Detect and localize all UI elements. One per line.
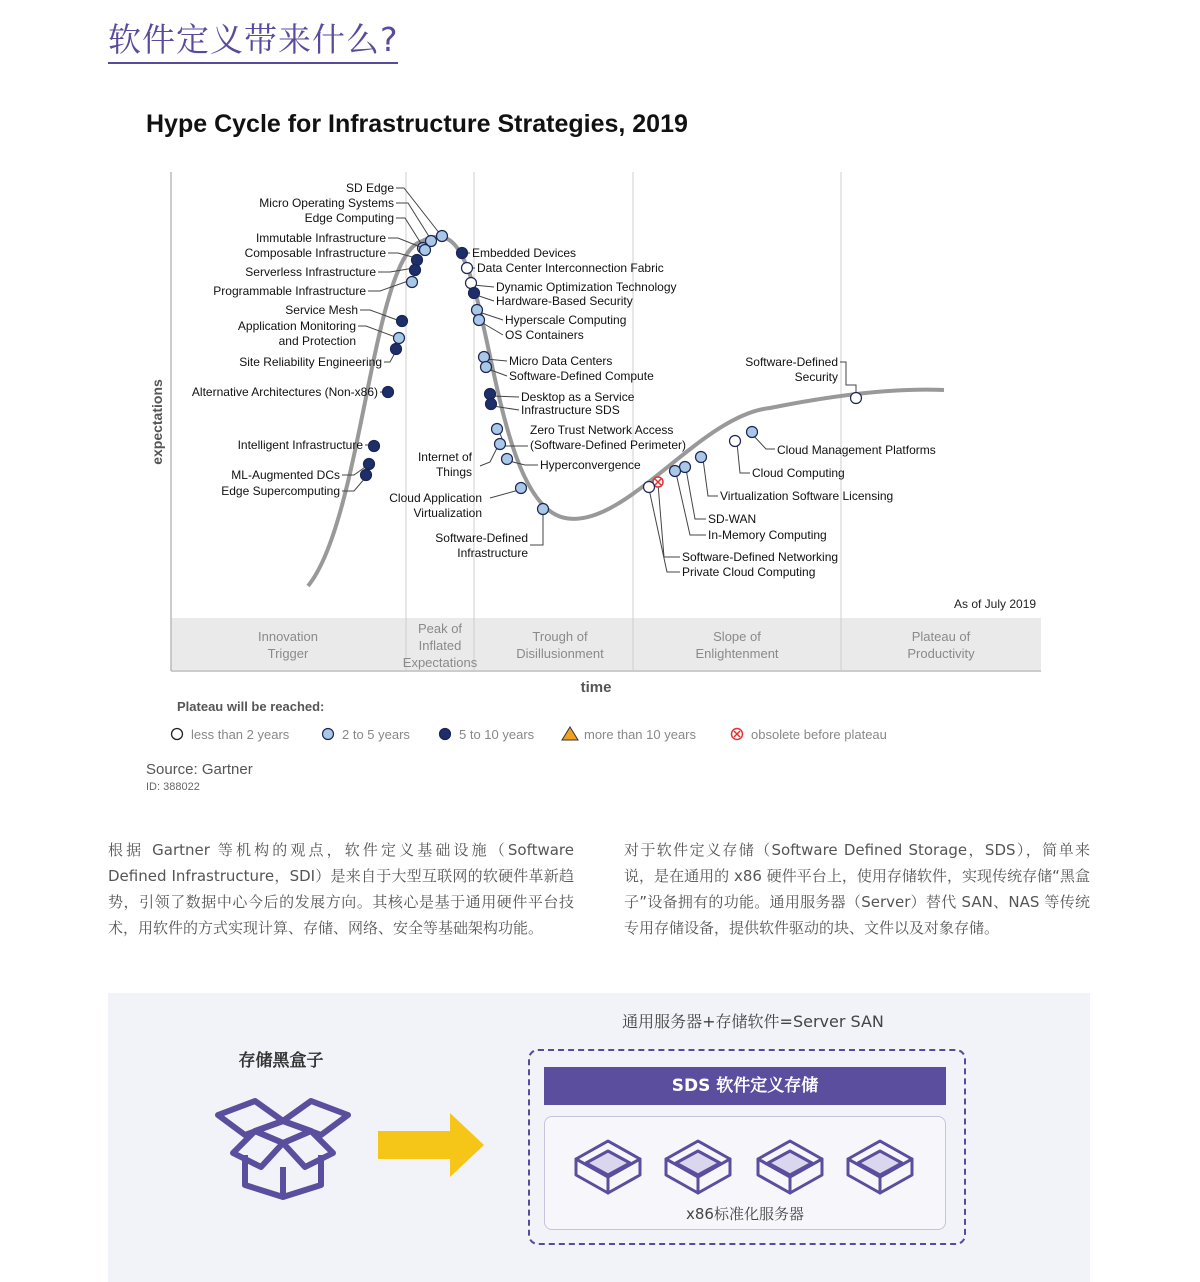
tech-alternative-architectures-non-x86 <box>192 385 394 399</box>
tech-label: Micro Operating Systems <box>259 196 394 210</box>
tech-micro-data-centers <box>479 352 613 369</box>
source-label: Source: Gartner <box>146 761 253 778</box>
tech-marker <box>397 316 408 327</box>
tech-desktop-as-a-service <box>485 389 635 405</box>
tech-label: Edge Computing <box>304 211 394 225</box>
tech-marker <box>412 255 423 266</box>
tech-leader-line <box>676 473 706 535</box>
paragraph-sds: 对于软件定义存储（Software Defined Storage，SDS），简单来说，是在通用的 x86 硬件平台上，使用存储软件，实现传统存储“黑盒子”设备拥有的功能。通用服务器（Server）替代 SAN、NAS 等传统专用存储设备，提供软件驱动的块、文件以及对象存储。 <box>624 841 1090 937</box>
tech-label: Security <box>794 370 838 384</box>
as-of-label: As of July 2019 <box>954 597 1037 611</box>
tech-label: ML-Augmented DCs <box>231 468 340 482</box>
hype-cycle-chart <box>0 90 1200 810</box>
tech-embedded-devices <box>457 246 577 260</box>
tech-leader-line <box>480 446 498 466</box>
open-circle-icon <box>172 729 183 740</box>
tech-label: Cloud Management Platforms <box>777 443 936 457</box>
legend-label: obsolete before plateau <box>751 727 887 742</box>
tech-label: Zero Trust Network Access <box>530 423 674 437</box>
tech-marker <box>457 248 468 259</box>
legend-item-less-than-2-years <box>172 727 290 742</box>
sds-diagram <box>108 993 1090 1282</box>
tech-composable-infrastructure <box>245 246 423 266</box>
tech-label: Programmable Infrastructure <box>213 284 366 298</box>
tech-label: Application Monitoring <box>237 319 356 333</box>
tech-marker <box>481 362 492 373</box>
tech-leader-line <box>530 511 543 545</box>
phase-label: Peak of <box>417 621 463 636</box>
tech-leader-line <box>360 310 400 321</box>
legend-item-more-than-10-years <box>562 727 697 742</box>
tech-marker <box>462 263 473 274</box>
tech-label: Dynamic Optimization Technology <box>496 280 677 294</box>
source-id: ID: 388022 <box>146 781 200 793</box>
tech-leader-line <box>490 490 519 498</box>
phase-label: Plateau of <box>911 629 971 644</box>
legend-label: less than 2 years <box>191 727 290 742</box>
tech-marker <box>486 399 497 410</box>
tech-label: Infrastructure SDS <box>521 403 620 417</box>
tech-marker <box>369 441 380 452</box>
tech-label: Service Mesh <box>285 303 358 317</box>
tech-marker <box>851 393 862 404</box>
legend-label: 2 to 5 years <box>342 727 410 742</box>
tech-marker <box>466 278 477 289</box>
tech-zero-trust-network-access-software-defined-perimeter <box>492 423 687 452</box>
tech-marker <box>472 305 483 316</box>
server-san-formula: 通用服务器+存储软件=Server SAN <box>622 1012 884 1031</box>
legend-label: more than 10 years <box>584 727 697 742</box>
tech-marker <box>696 452 707 463</box>
tech-marker <box>410 265 421 276</box>
tech-marker <box>485 389 496 400</box>
tech-leader-line <box>493 406 519 410</box>
page-title: 软件定义带来什么? <box>108 20 399 59</box>
tech-label: Site Reliability Engineering <box>239 355 382 369</box>
server-icon <box>844 1135 916 1197</box>
tech-label: Cloud Computing <box>752 466 845 480</box>
tech-marker <box>502 454 513 465</box>
tech-label: Things <box>435 465 472 479</box>
server-icon <box>572 1135 644 1197</box>
tech-label: Hyperconvergence <box>540 458 641 472</box>
tech-label: Micro Data Centers <box>509 354 613 368</box>
tech-marker <box>383 387 394 398</box>
tech-leader-line <box>378 268 414 272</box>
phase-label: Trough of <box>532 629 588 644</box>
tech-marker <box>394 333 405 344</box>
tech-marker <box>479 352 490 363</box>
tech-leader-line <box>396 188 440 234</box>
legend-title: Plateau will be reached: <box>177 699 325 714</box>
tech-cloud-application-virtualization <box>389 483 526 521</box>
tech-label: Alternative Architectures (Non-x86) <box>191 385 378 399</box>
tech-dynamic-optimization-technology <box>466 278 677 295</box>
tech-intelligent-infrastructure <box>238 438 380 452</box>
title-underline <box>108 62 398 64</box>
tech-data-center-interconnection-fabric <box>462 261 664 275</box>
tech-label: Hyperscale Computing <box>505 313 627 327</box>
phase-label: Expectations <box>402 655 478 670</box>
phase-label: Productivity <box>907 646 975 661</box>
tech-label: Software-Defined <box>435 531 528 545</box>
phase-label: Trigger <box>267 646 309 661</box>
tech-marker <box>361 470 372 481</box>
tech-label: SD Edge <box>345 181 394 195</box>
tech-marker <box>680 462 691 473</box>
tech-programmable-infrastructure <box>213 277 417 299</box>
light-blue-circle-icon <box>323 729 334 740</box>
tech-marker <box>391 344 402 355</box>
tech-label: Intelligent Infrastructure <box>237 438 363 452</box>
tech-label: Private Cloud Computing <box>682 565 816 579</box>
legend-item-5-to-10-years <box>440 727 535 742</box>
paragraph-sdi: 根据 Gartner 等机构的观点，软件定义基础设施（Software Defined Infrastructure，SDI）是来自于大型互联网的软硬件革新趋势，引领了数据中心今后的发展方向。其核心是基于通用硬件平台技术，用软件的方式实现计算、存储、网络、安全等基础架构功能。 <box>108 841 574 937</box>
tech-label: Hardware-Based Security <box>496 294 633 308</box>
tech-label: Virtualization Software Licensing <box>720 489 894 503</box>
tech-label: Desktop as a Service <box>521 390 635 404</box>
tech-label: In-Memory Computing <box>708 528 827 542</box>
tech-label: (Software-Defined Perimeter) <box>530 438 687 452</box>
tech-label: Infrastructure <box>457 546 528 560</box>
legend-label: 5 to 10 years <box>459 727 535 742</box>
tech-marker <box>747 427 758 438</box>
phase-label: Inflated <box>418 638 462 653</box>
phase-label: Innovation <box>258 629 318 644</box>
tech-label: SD-WAN <box>708 512 757 526</box>
tech-leader-line <box>396 203 430 238</box>
tech-label: Immutable Infrastructure <box>255 231 386 245</box>
tech-marker <box>469 288 480 299</box>
tech-label: Software-Defined Networking <box>682 550 839 564</box>
tech-marker <box>644 482 655 493</box>
tech-marker <box>670 466 681 477</box>
tech-label: Edge Supercomputing <box>221 484 340 498</box>
tech-marker <box>492 424 503 435</box>
tech-internet-of-things <box>418 439 506 480</box>
legend-item-2-to-5-years <box>323 727 411 742</box>
tech-label: Data Center Interconnection Fabric <box>477 261 664 275</box>
tech-label: OS Containers <box>505 328 584 342</box>
tech-marker <box>495 439 506 450</box>
tech-marker <box>516 483 527 494</box>
tech-leader-line <box>509 461 538 465</box>
phase-band <box>171 618 1041 670</box>
tech-leader-line <box>649 489 680 572</box>
tech-marker <box>538 504 549 515</box>
navy-circle-icon <box>440 729 451 740</box>
tech-leader-line <box>737 443 750 473</box>
tech-leader-line <box>703 459 718 496</box>
y-axis-label: expectations <box>149 379 165 465</box>
tech-marker <box>730 436 741 447</box>
tech-marker <box>420 245 431 256</box>
tech-marker <box>407 277 418 288</box>
arrow-right-icon <box>378 1113 484 1177</box>
legend-item-obsolete-before-plateau <box>732 727 887 742</box>
tech-label: Embedded Devices <box>472 246 577 260</box>
tech-label: and Protection <box>278 334 356 348</box>
tech-label: Virtualization <box>413 506 482 520</box>
tech-leader-line <box>686 469 706 519</box>
tech-label: Composable Infrastructure <box>244 246 386 260</box>
phase-label: Disillusionment <box>516 646 604 661</box>
chart-title: Hype Cycle for Infrastructure Strategies, 2019 <box>146 110 688 138</box>
tech-label: Serverless Infrastructure <box>245 265 376 279</box>
server-icon <box>662 1135 734 1197</box>
tech-label: Software-Defined <box>745 355 838 369</box>
tech-marker <box>437 231 448 242</box>
server-caption: x86标准化服务器 <box>686 1205 804 1223</box>
tech-marker <box>364 459 375 470</box>
tech-leader-line <box>492 396 519 397</box>
sds-banner: SDS 软件定义存储 <box>544 1067 946 1105</box>
server-icon <box>754 1135 826 1197</box>
phase-label: Slope of <box>713 629 761 644</box>
phase-label: Enlightenment <box>695 646 779 661</box>
x-axis-label: time <box>580 679 612 696</box>
black-box-label: 存储黑盒子 <box>238 1051 324 1071</box>
tech-label: Internet of <box>417 450 472 464</box>
tech-label: Software-Defined Compute <box>509 369 654 383</box>
triangle-icon <box>562 727 578 740</box>
tech-marker <box>474 315 485 326</box>
tech-label: Cloud Application <box>389 491 482 505</box>
tech-leader-line <box>840 362 856 396</box>
box-icon <box>213 1093 353 1203</box>
